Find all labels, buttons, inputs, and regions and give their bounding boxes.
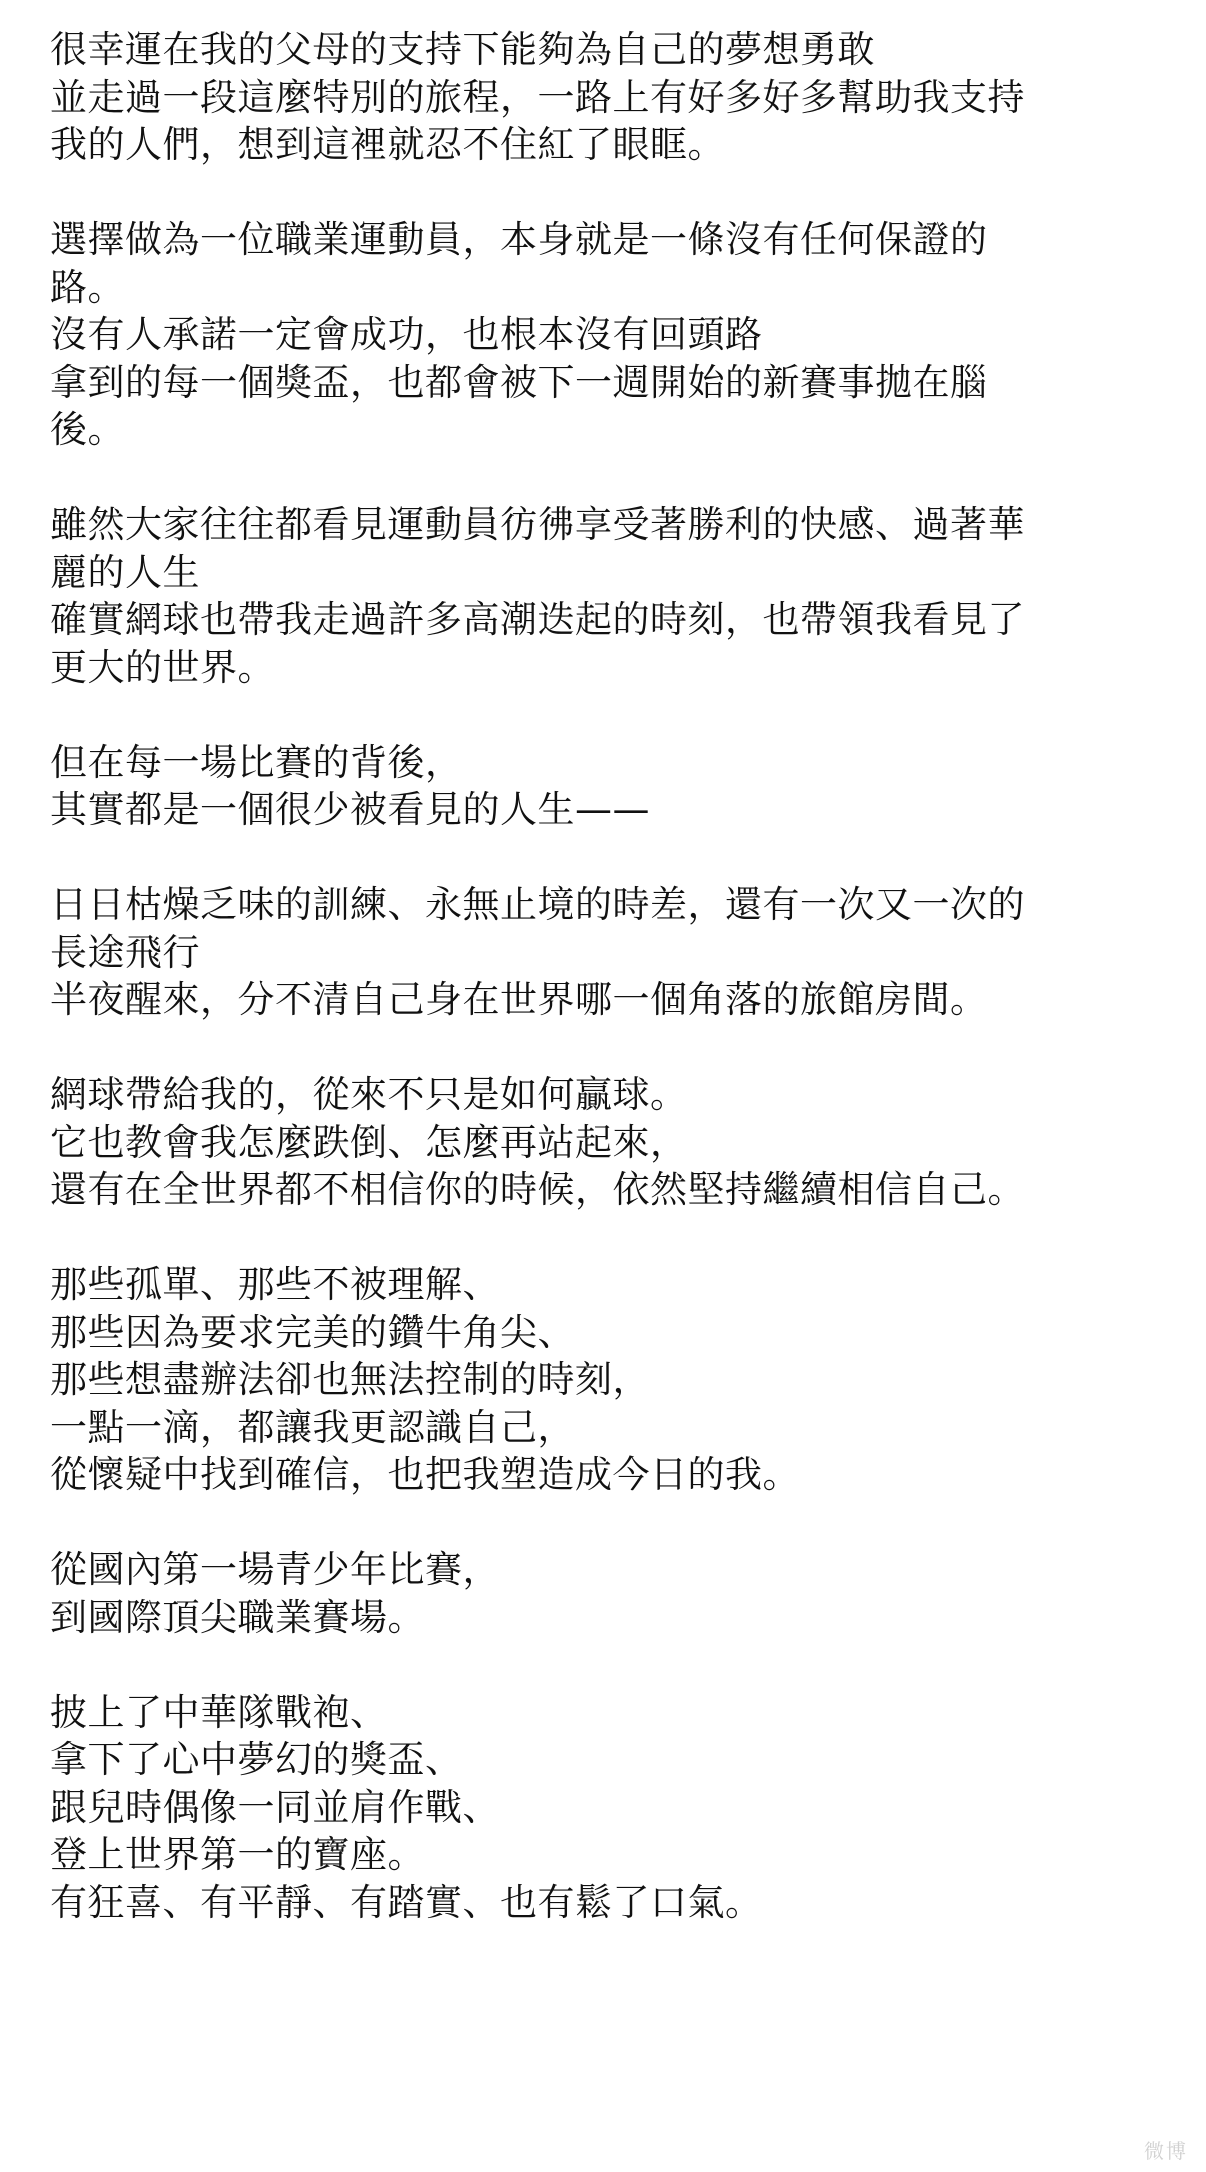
paragraph-gap [50, 1214, 1170, 1262]
text-line: 一點一滴，都讓我更認識自己， [50, 1405, 575, 1449]
watermark: 微博 [1144, 2139, 1188, 2163]
text-line: 半夜醒來，分不清自己身在世界哪一個角落的旅館房間。 [50, 978, 988, 1021]
text-line: 拿下了心中夢幻的獎盃、 [50, 1738, 463, 1781]
text-line: 那些因為要求完美的鑽牛角尖、 [50, 1310, 575, 1354]
text-line: 雖然大家往往都看見運動員彷彿享受著勝利的快感、過著華 [50, 503, 1025, 546]
text-line: 後。 [50, 408, 125, 451]
text-line: 那些孤單、那些不被理解、 [50, 1263, 500, 1306]
paragraph-gap [50, 1024, 1170, 1072]
text-line: 但在每一場比賽的背後， [50, 740, 463, 784]
text-line: 登上世界第一的寶座。 [50, 1833, 425, 1876]
text-line: 從國內第一場青少年比賽， [50, 1548, 500, 1591]
paragraph-gap [50, 454, 1170, 502]
text-line: 麗的人生 [50, 550, 200, 594]
text-line: 確實網球也帶我走過許多高潮迭起的時刻，也帶領我看見了 [50, 598, 1025, 641]
text-line: 有狂喜、有平靜、有踏實、也有鬆了口氣。 [50, 1880, 763, 1924]
paragraph-gap [50, 691, 1170, 739]
text-line: 跟兒時偶像一同並肩作戰、 [50, 1785, 500, 1829]
text-line: 路。 [50, 265, 125, 309]
text-line: 拿到的每一個獎盃，也都會被下一週開始的新賽事拋在腦 [50, 360, 988, 404]
text-line: 選擇做為一位職業運動員，本身就是一條沒有任何保證的 [50, 218, 988, 261]
text-line: 還有在全世界都不相信你的時候，依然堅持繼續相信自己。 [50, 1168, 1025, 1211]
paragraph-gap [50, 1641, 1170, 1689]
paragraph-gap [50, 169, 1170, 217]
paragraph-gap [50, 834, 1170, 882]
text-line: 網球帶給我的，從來不只是如何贏球。 [50, 1073, 688, 1116]
paragraph-gap [50, 1499, 1170, 1547]
text-line: 到國際頂尖職業賽場。 [50, 1595, 425, 1639]
text-line: 它也教會我怎麼跌倒、怎麼再站起來， [50, 1120, 688, 1164]
text-line: 並走過一段這麼特別的旅程，一路上有好多好多幫助我支持 [50, 75, 1025, 119]
text-line: 那些想盡辦法卻也無法控制的時刻， [50, 1358, 650, 1401]
post-body [50, 26, 1170, 1926]
text-line: 日日枯燥乏味的訓練、永無止境的時差，還有一次又一次的 [50, 883, 1025, 926]
text-line: 其實都是一個很少被看見的人生—— [50, 788, 650, 831]
text-line: 沒有人承諾一定會成功，也根本沒有回頭路 [50, 313, 763, 356]
text-line: 我的人們，想到這裡就忍不住紅了眼眶。 [50, 123, 725, 166]
text-line: 從懷疑中找到確信，也把我塑造成今日的我。 [50, 1453, 800, 1496]
text-line: 披上了中華隊戰袍、 [50, 1690, 388, 1734]
text-line: 很幸運在我的父母的支持下能夠為自己的夢想勇敢 [50, 28, 875, 71]
text-line: 更大的世界。 [50, 645, 275, 689]
text-line: 長途飛行 [50, 930, 200, 974]
